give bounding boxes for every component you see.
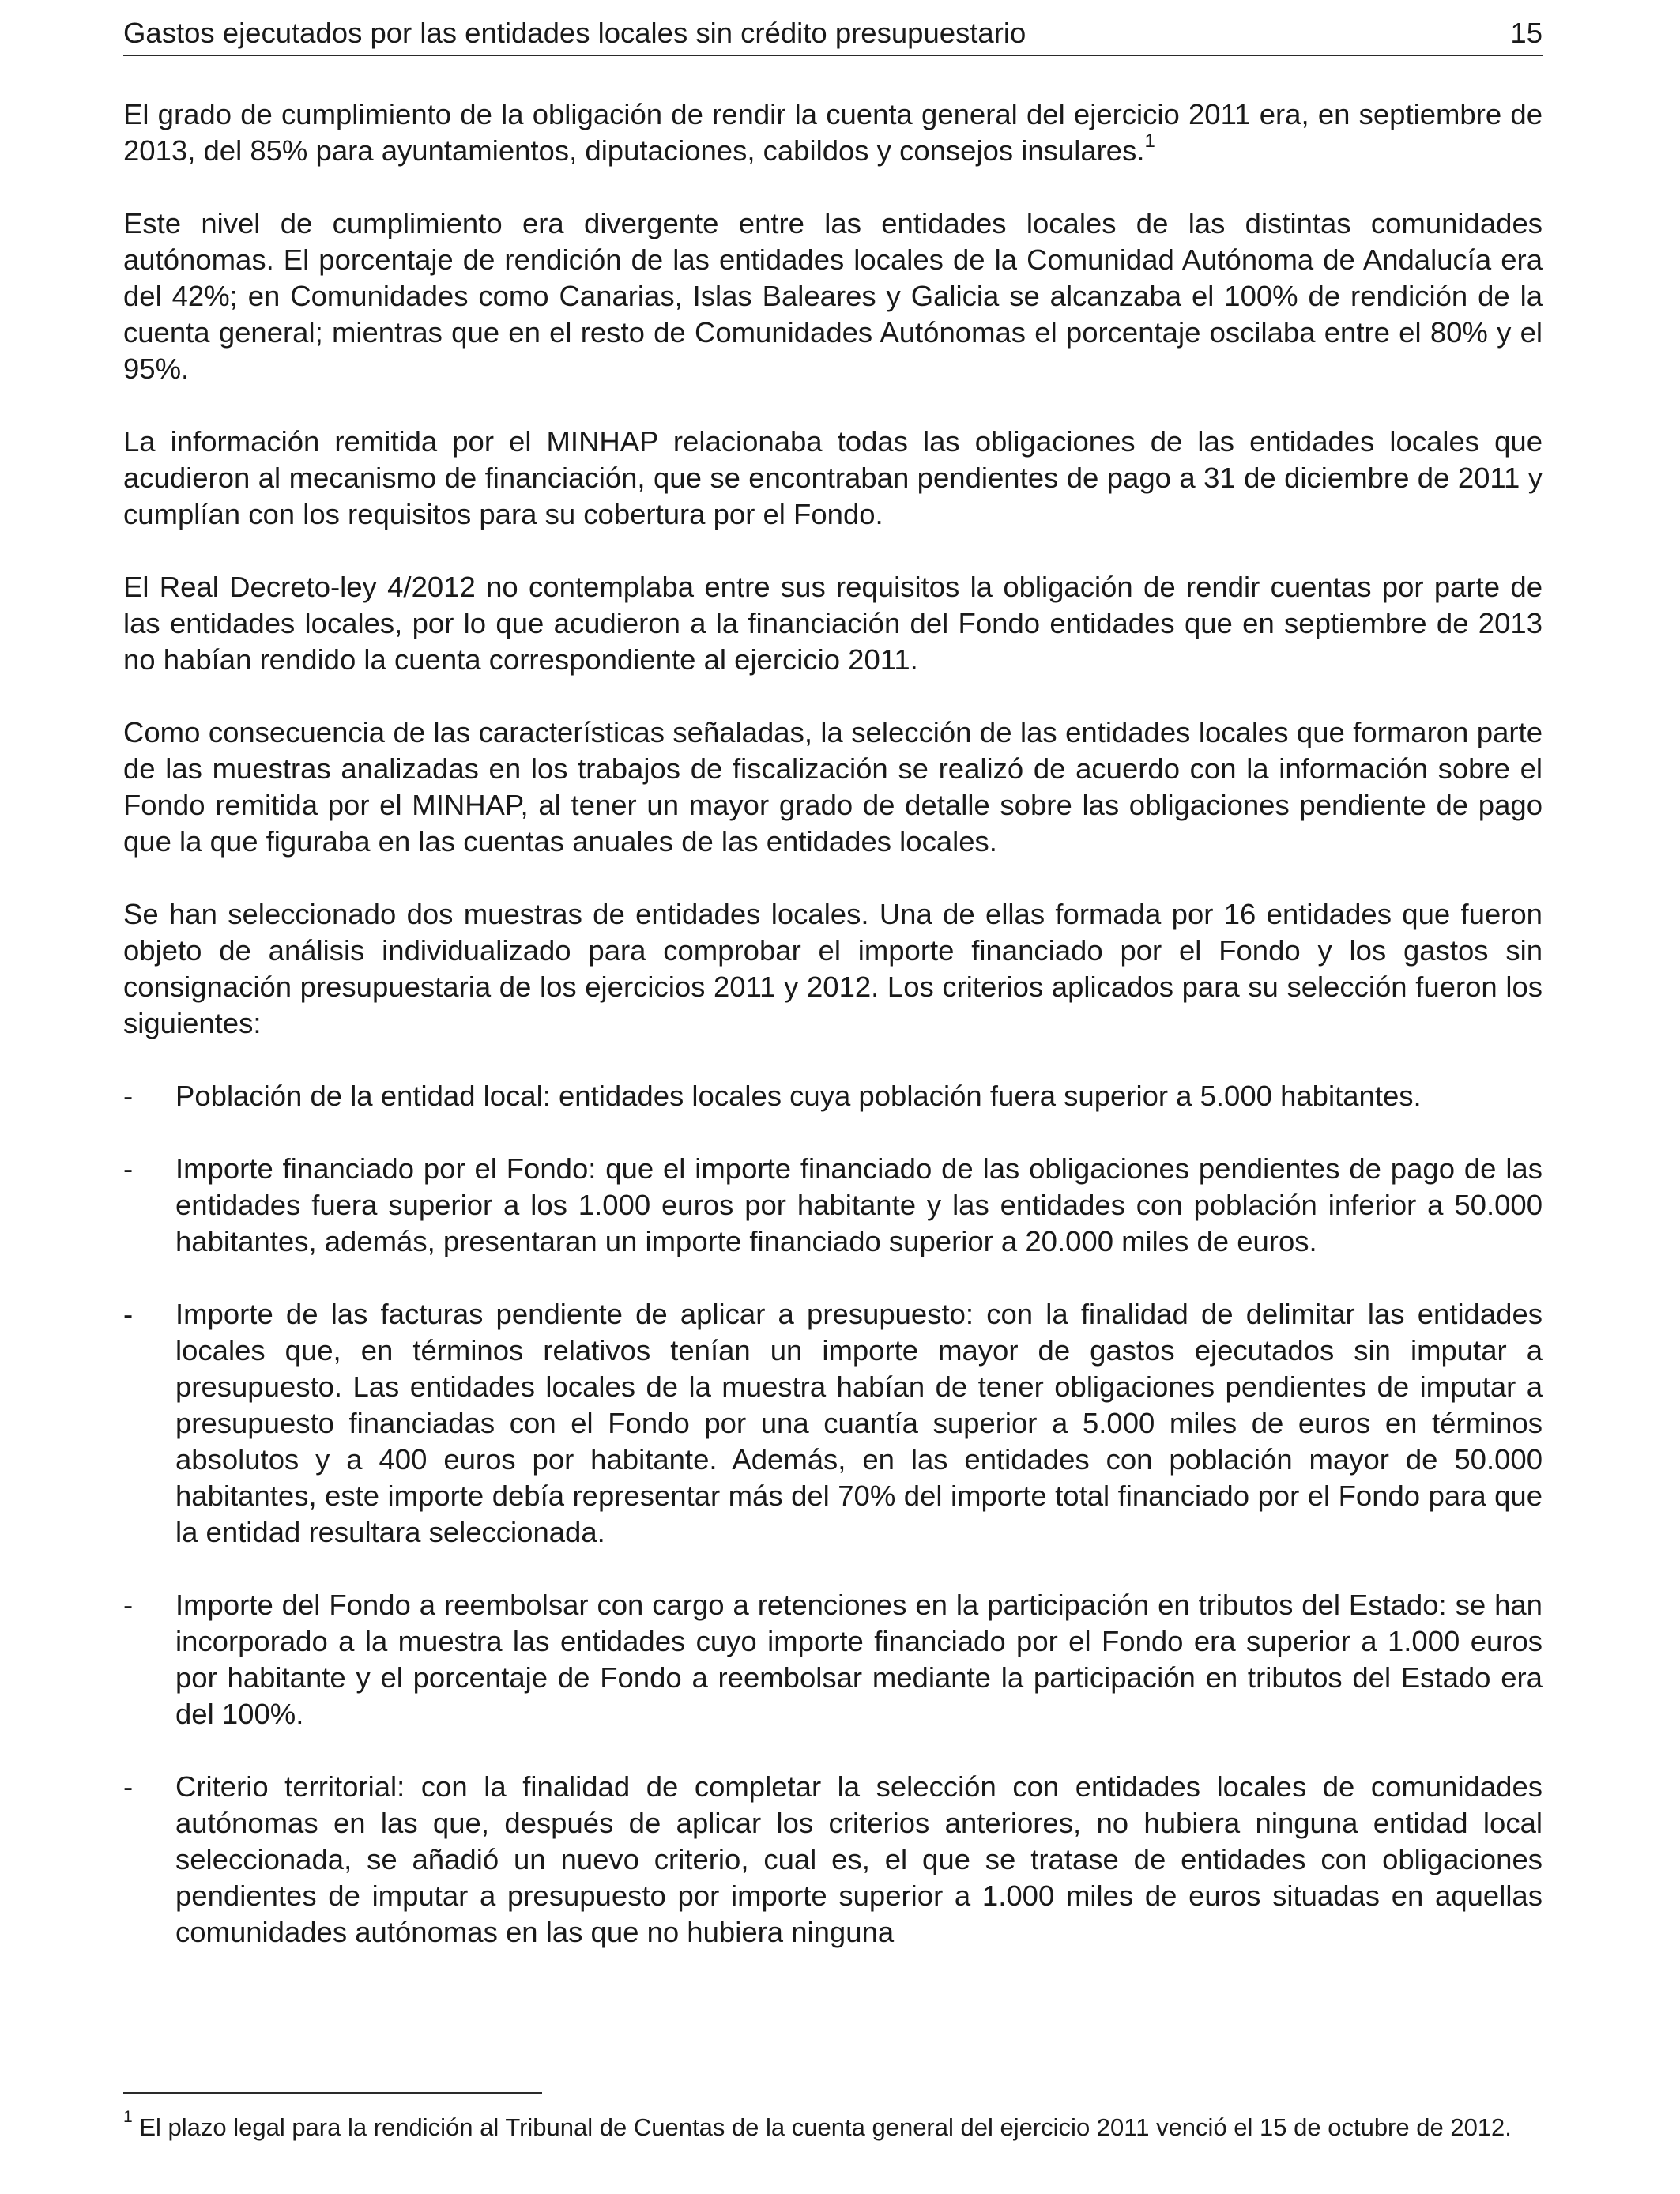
bullet-dash: - [123, 1770, 134, 1803]
bullet-dash: - [123, 1080, 134, 1112]
criterion-text: Importe financiado por el Fondo: que el importe financiado de las obligaciones pendientes de pago de las entidades fuera superior a los 1.000 euros por habitante y las entidades con población inferior a 50.000 habitantes, además, presentaran un importe financiado superior a 20.000 miles de euros. [175, 1152, 1543, 1257]
page-number: 15 [1510, 17, 1543, 49]
paragraph: Se han seleccionado dos muestras de entidades locales. Una de ellas formada por 16 entidades que fueron objeto de análisis individualizado para comprobar el importe financiado por el Fondo y los gastos sin consignación presupuestaria de los ejercicios 2011 y 2012. Los criterios aplicados para su selección fueron los siguientes: [123, 898, 1543, 1039]
footnote [123, 2107, 1543, 2143]
paragraph: La información remitida por el MINHAP relacionaba todas las obligaciones de las entidades locales que acudieron al mecanismo de financiación, que se encontraban pendientes de pago a 31 de diciembre de 2011 y cumplían con los requisitos para su cobertura por el Fondo. [123, 425, 1543, 530]
footnote-text: El plazo legal para la rendición al Tribunal de Cuentas de la cuenta general del ejercicio 2011 venció el 15 de octubre de 2012. [139, 2113, 1512, 2141]
page-header [123, 14, 1543, 56]
criterion-text: Población de la entidad local: entidades locales cuya población fuera superior a 5.000 habitantes. [175, 1080, 1422, 1112]
criterion-text: Importe del Fondo a reembolsar con cargo a retenciones en la participación en tributos del Estado: se han incorporado a la muestra las entidades cuyo importe financiado por el Fondo era superior a 1.000 euros por habitante y el porcentaje de Fondo a reembolsar mediante la participación en tributos del Estado era del 100%. [175, 1589, 1543, 1730]
criterion-item [123, 1769, 1543, 1951]
bullet-dash: - [123, 1152, 134, 1185]
selection-criteria-list [123, 1078, 1543, 1951]
criterion-item [123, 1296, 1543, 1551]
bullet-dash: - [123, 1298, 134, 1330]
page [123, 14, 1543, 1951]
running-title: Gastos ejecutados por las entidades locales sin crédito presupuestario [123, 17, 1026, 49]
criterion-text: Criterio territorial: con la finalidad de completar la selección con entidades locales de comunidades autónomas en las que, después de aplicar los criterios anteriores, no hubiera ninguna entidad local seleccionada, se añadió un nuevo criterio, cual es, el que se tratase de entidades con obligaciones pendientes de imputar a presupuesto por importe superior a 1.000 miles de euros situadas en aquellas comunidades autónomas en las que no hubiera ninguna [175, 1770, 1543, 1948]
footnote-separator [123, 2092, 542, 2094]
bullet-dash: - [123, 1589, 134, 1621]
criterion-text: Importe de las facturas pendiente de aplicar a presupuesto: con la finalidad de delimitar las entidades locales que, en términos relativos tenían un importe mayor de gastos ejecutados sin imputar a presupuesto. Las entidades locales de la muestra habían de tener obligaciones pendientes de imputar a presupuesto financiadas con el Fondo por una cuantía superior a 5.000 miles de euros en términos absolutos y a 400 euros por habitante. Además, en las entidades con población mayor de 50.000 habitantes, este importe debía representar más del 70% del importe total financiado por el Fondo para que la entidad resultara seleccionada. [175, 1298, 1543, 1548]
criterion-item [123, 1587, 1543, 1732]
criterion-item [123, 1151, 1543, 1260]
body-text [123, 96, 1543, 1951]
paragraph: Como consecuencia de las características señaladas, la selección de las entidades locales que formaron parte de las muestras analizadas en los trabajos de fiscalización se realizó de acuerdo con la información sobre el Fondo remitida por el MINHAP, al tener un mayor grado de detalle sobre las obligaciones pendiente de pago que la que figuraba en las cuentas anuales de las entidades locales. [123, 716, 1543, 858]
paragraph: El Real Decreto-ley 4/2012 no contemplaba entre sus requisitos la obligación de rendir cuentas por parte de las entidades locales, por lo que acudieron a la financiación del Fondo entidades que en septiembre de 2013 no habían rendido la cuenta correspondiente al ejercicio 2011. [123, 571, 1543, 676]
footnote-reference[interactable]: 1 [1144, 130, 1155, 152]
criterion-item [123, 1078, 1543, 1114]
footnote-marker: 1 [123, 2107, 133, 2126]
paragraph: El grado de cumplimiento de la obligación de rendir la cuenta general del ejercicio 2011 era, en septiembre de 2013, del 85% para ayuntamientos, diputaciones, cabildos y consejos insulares.$^1$ [123, 98, 1543, 167]
paragraph: Este nivel de cumplimiento era divergente entre las entidades locales de las distintas comunidades autónomas. El porcentaje de rendición de las entidades locales de la Comunidad Autónoma de Andalucía era del 42%; en Comunidades como Canarias, Islas Baleares y Galicia se alcanzaba el 100% de rendición de la cuenta general; mientras que en el resto de Comunidades Autónomas el porcentaje oscilaba entre el 80% y el 95%. [123, 207, 1543, 385]
